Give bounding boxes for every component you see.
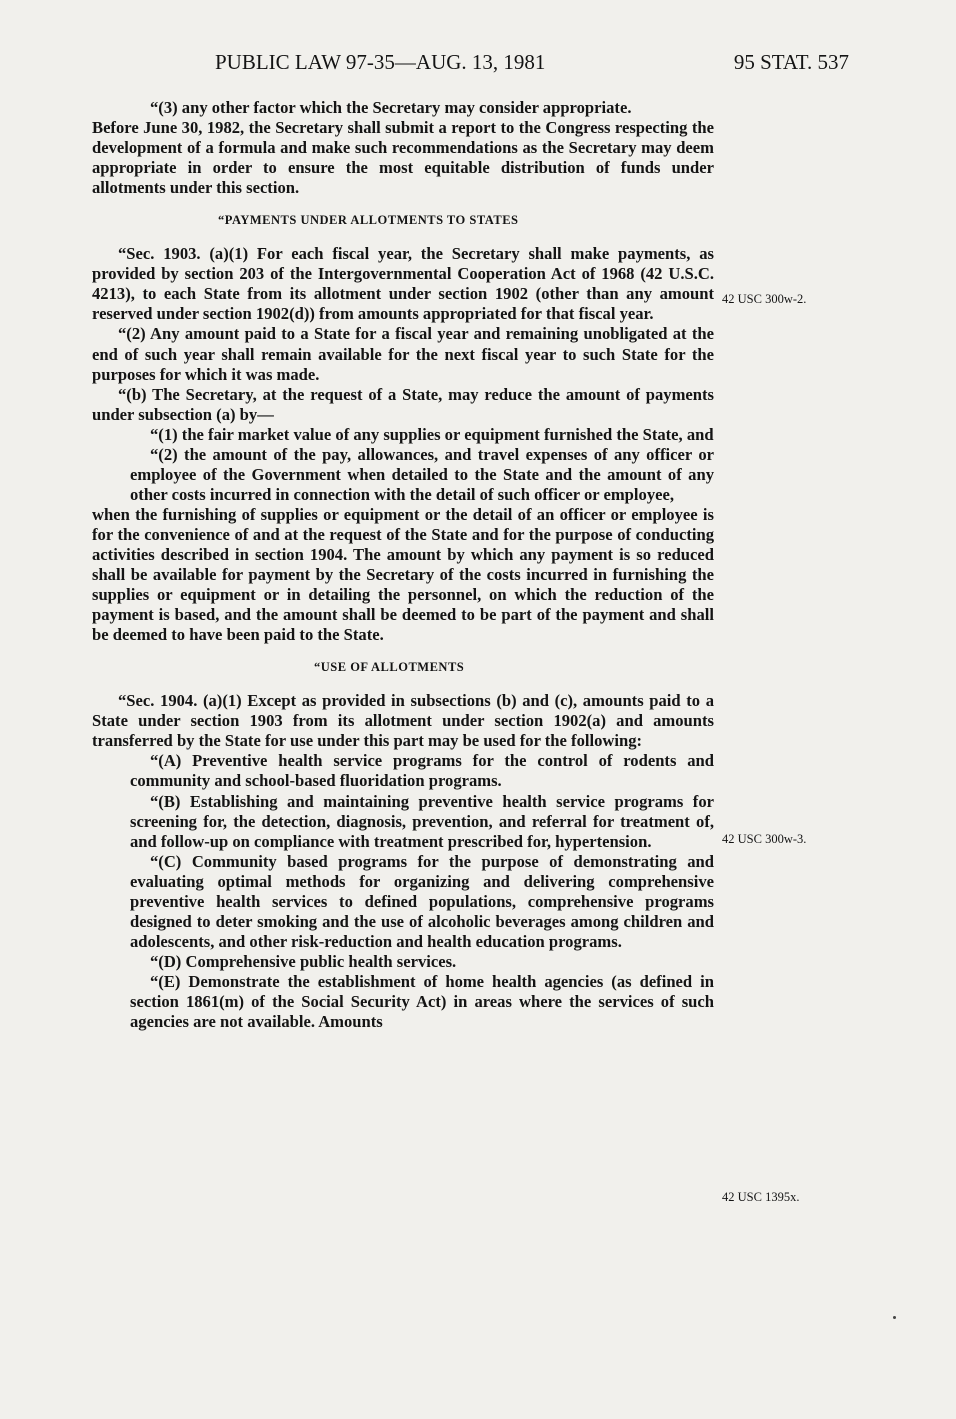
- paragraph: “(D) Comprehensive public health services.: [150, 951, 457, 971]
- paragraph: “(A) Preventive health service programs for the control of rodents and community and school-based fluoridation programs.: [130, 751, 714, 791]
- paragraph: “(b) The Secretary, at the request of a State, may reduce the amount of payments under subsection (a) by—: [92, 384, 714, 424]
- paragraph: “(2) Any amount paid to a State for a fiscal year and remaining unobligated at the end of such year shall remain available for the next fiscal year to such State for the purposes for which it was made.: [92, 324, 714, 384]
- paragraph: “(1) the fair market value of any supplies or equipment furnished the State, and: [150, 424, 714, 444]
- scan-speck: [893, 1316, 896, 1319]
- document-body: [92, 98, 714, 1032]
- paragraph: “Sec. 1904. (a)(1) Except as provided in subsections (b) and (c), amounts paid to a State under section 1903 from its allotment under section 1902(a) and amounts transferred by the State for use under this part may be used for the following:: [92, 691, 714, 751]
- section-heading: “USE OF ALLOTMENTS: [314, 660, 465, 675]
- header-title: PUBLIC LAW 97-35—AUG. 13, 1981: [215, 50, 546, 74]
- paragraph: “(B) Establishing and maintaining preventive health service programs for screening for, the detection, diagnosis, prevention, and referral for treatment of, and follow-up on compliance with treatment prescribed for, hypertension.: [130, 791, 714, 851]
- paragraph: “Sec. 1903. (a)(1) For each fiscal year, the Secretary shall make payments, as provided by section 203 of the Intergovernmental Cooperation Act of 1968 (42 U.S.C. 4213), to each State from its allotment under section 1902 (other than any amount reserved under section 1902(d)) from amounts appropriated for that fiscal year.: [92, 244, 714, 324]
- paragraph: “(3) any other factor which the Secretary may consider appropriate.: [150, 98, 632, 117]
- margin-citation-1: 42 USC 300w-2.: [722, 292, 807, 306]
- paragraph: “(C) Community based programs for the purpose of demonstrating and evaluating optimal methods for organizing and delivering comprehensive preventive health services to defined populations, comprehensive programs designed to deter smoking and the use of alcoholic beverages among children and adolescents, and other risk-reduction and health education programs.: [130, 851, 714, 951]
- section-heading: “PAYMENTS UNDER ALLOTMENTS TO STATES: [218, 213, 519, 228]
- margin-citation-2: 42 USC 300w-3.: [722, 832, 807, 846]
- paragraph: when the furnishing of supplies or equipment or the detail of an officer or employee is for the convenience of and at the request of the State and for the purpose of conducting activities described in section 1904. The amount by which any payment is so reduced shall be available for payment by the Secretary of the costs incurred in furnishing the supplies or equipment or in detailing the personnel, on which the reduction of the payment is based, and the amount shall be deemed to be part of the payment and shall be deemed to have been paid to the State.: [92, 504, 714, 645]
- margin-citation-3: 42 USC 1395x.: [722, 1190, 800, 1204]
- statute-page-number: 95 STAT. 537: [733, 50, 849, 74]
- page-header: [0, 50, 956, 80]
- paragraph: “(E) Demonstrate the establishment of home health agencies (as defined in section 1861(m) of the Social Security Act) in areas where the services of such agencies are not available. Amounts: [130, 971, 714, 1032]
- paragraph: “(2) the amount of the pay, allowances, and travel expenses of any officer or employee of the Government when detailed to the State and the amount of any other costs incurred in connection with the detail of such officer or employee,: [130, 444, 714, 504]
- paragraph: Before June 30, 1982, the Secretary shall submit a report to the Congress respecting the development of a formula and make such recommendations as the Secretary may deem appropriate in order to ensure the most equitable distribution of funds under allotments under this section.: [92, 118, 714, 198]
